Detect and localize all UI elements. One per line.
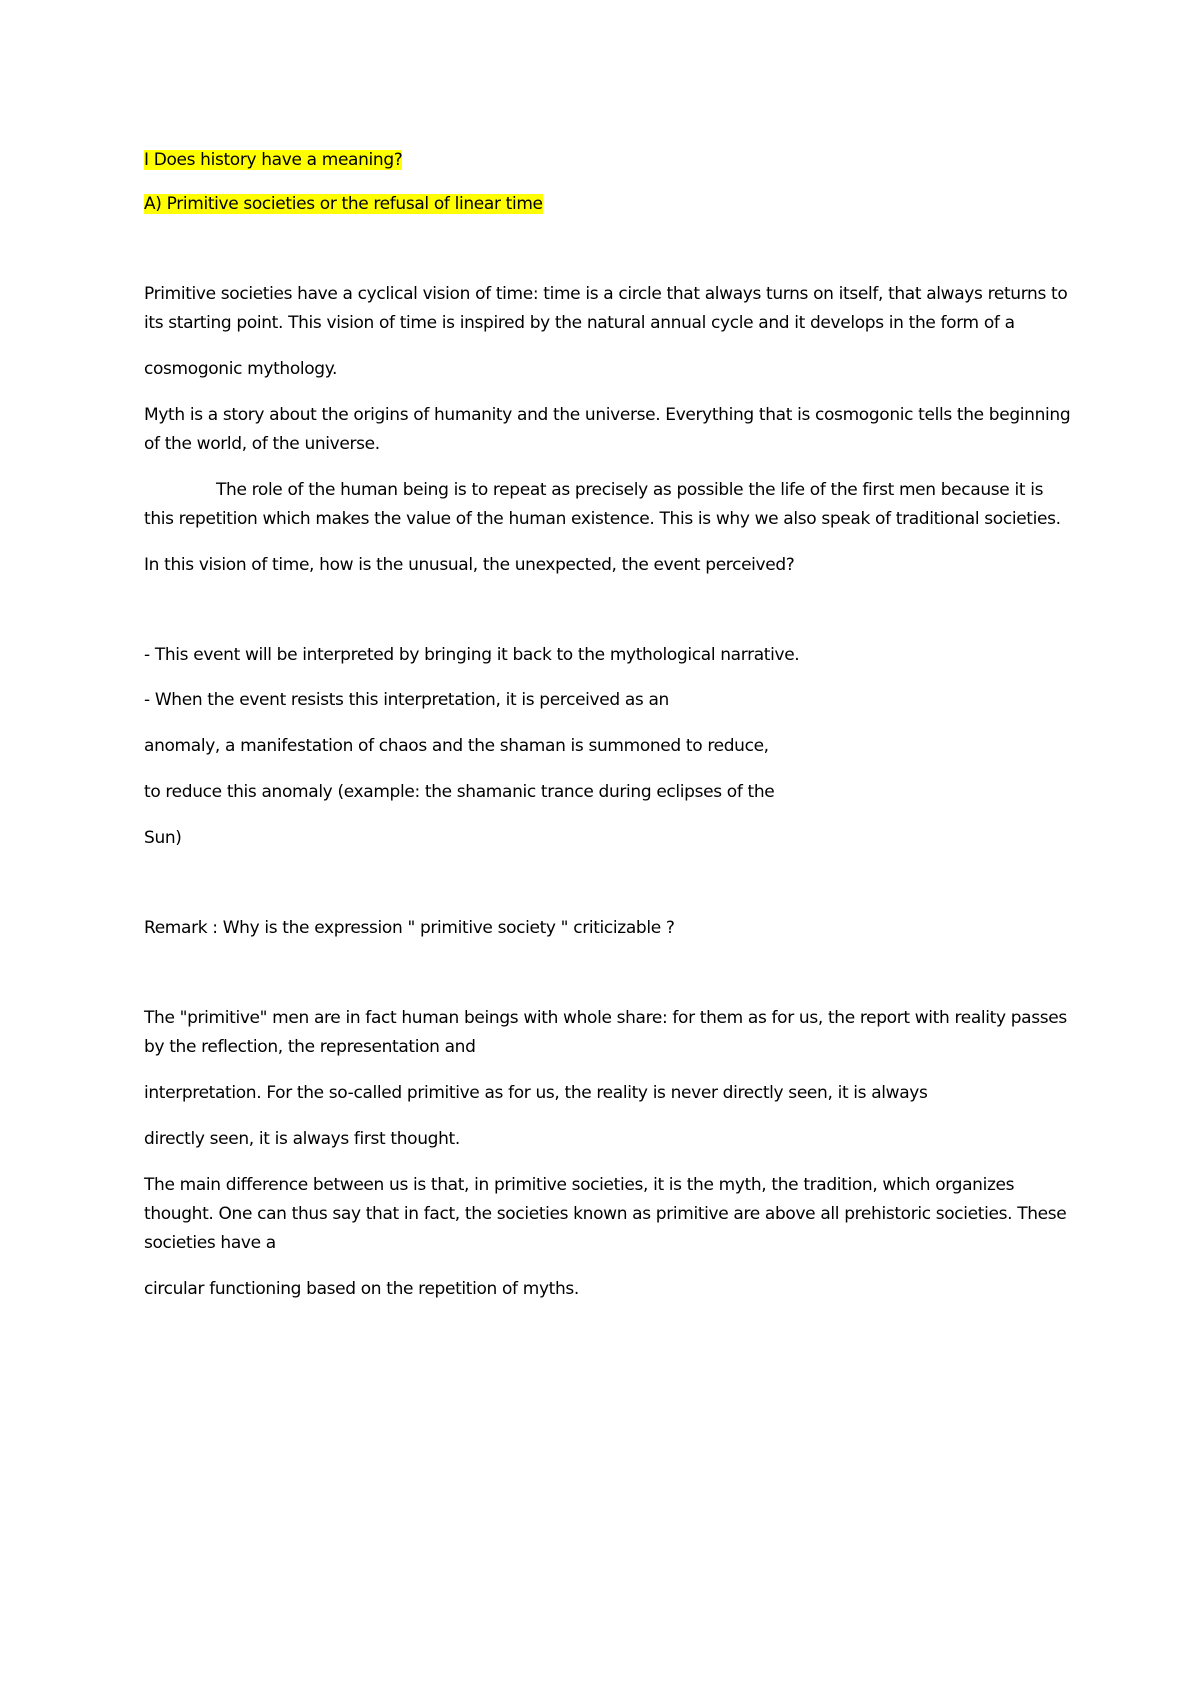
paragraph-main-difference: The main difference between us is that, in primitive societies, it is the myth, the tradition, which organizes thought. One can thus say that in fact, the societies known as primitive are above all prehistoric societies. These societies have a xyxy=(144,1175,1067,1253)
highlighted-subheading-text: A) Primitive societies or the refusal of linear time xyxy=(144,194,543,214)
paragraph-sun: Sun) xyxy=(144,828,182,848)
paragraph-circular-functioning: circular functioning based on the repetition of myths. xyxy=(144,1279,579,1299)
paragraph-interpretation: interpretation. For the so-called primitive as for us, the reality is never directly seen, it is always xyxy=(144,1083,928,1103)
paragraph-question-event: In this vision of time, how is the unusual, the unexpected, the event perceived? xyxy=(144,555,795,575)
document-body xyxy=(144,146,1074,1304)
list-item-interpretation: - This event will be interpreted by bringing it back to the mythological narrative. xyxy=(144,645,800,665)
paragraph-cyclical-vision: Primitive societies have a cyclical vision of time: time is a circle that always turns on itself, that always returns to its starting point. This vision of time is inspired by the natural annual cycle and it develops in the form of a xyxy=(144,284,1068,333)
paragraph-anomaly: anomaly, a manifestation of chaos and the shaman is summoned to reduce, xyxy=(144,736,769,756)
highlighted-heading-text: I Does history have a meaning? xyxy=(144,150,403,170)
paragraph-reduce-anomaly: to reduce this anomaly (example: the shamanic trance during eclipses of the xyxy=(144,782,775,802)
paragraph-cosmogonic: cosmogonic mythology. xyxy=(144,359,338,379)
paragraph-primitive-men: The "primitive" men are in fact human beings with whole share: for them as for us, the report with reality passes by the reflection, the representation and xyxy=(144,1008,1067,1057)
paragraph-myth: Myth is a story about the origins of humanity and the universe. Everything that is cosmogonic tells the beginning of the world, of the universe. xyxy=(144,405,1071,454)
remark-question: Remark : Why is the expression " primitive society " criticizable ? xyxy=(144,918,675,938)
subsection-heading xyxy=(144,190,1074,219)
paragraph-role-human: The role of the human being is to repeat as precisely as possible the life of the first men because it is this repetition which makes the value of the human existence. This is why we also speak of traditional societies. xyxy=(144,480,1061,529)
list-item-resists: - When the event resists this interpretation, it is perceived as an xyxy=(144,690,669,710)
section-heading xyxy=(144,146,1074,175)
paragraph-first-thought: directly seen, it is always first thought. xyxy=(144,1129,460,1149)
